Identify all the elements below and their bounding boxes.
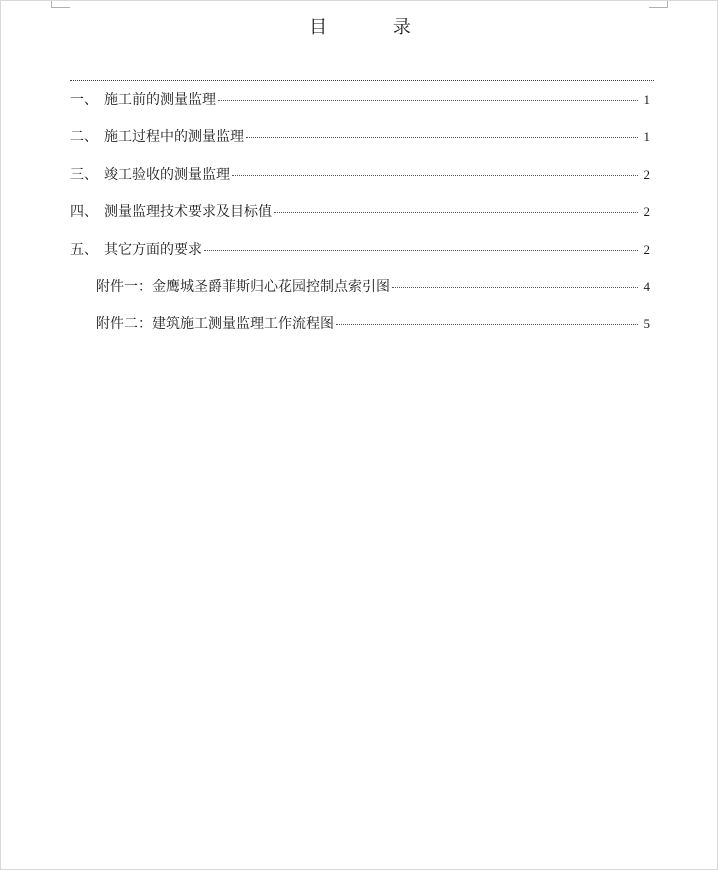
toc-entry-page: 2 [643, 166, 650, 182]
toc-leader [274, 212, 638, 213]
toc-entry-label: 施工过程中的测量监理 [104, 129, 244, 146]
toc-entry-page: 2 [643, 241, 650, 257]
toc-entry-label: 附件二：建筑施工测量监理工作流程图 [96, 316, 334, 333]
toc-entry-label: 附件一：金鹰城圣爵菲斯归心花园控制点索引图 [96, 278, 390, 295]
toc-entry-number: 二、 [70, 129, 98, 146]
toc-entry-page: 4 [643, 278, 650, 294]
toc-entry-label: 施工前的测量监理 [104, 92, 216, 108]
toc-leader [392, 287, 638, 288]
toc-leader [232, 175, 638, 176]
toc-entry[interactable] [70, 201, 650, 238]
toc-leader [336, 324, 638, 325]
toc-subentry[interactable] [70, 276, 650, 313]
toc-leader [204, 250, 638, 251]
toc-entry-label: 测量监理技术要求及目标值 [104, 204, 272, 221]
crop-mark-right [649, 1, 668, 8]
toc-subentry[interactable] [70, 313, 650, 350]
toc-entry-page: 1 [643, 129, 650, 145]
toc-leader [218, 100, 638, 101]
toc-entry-number: 四、 [70, 204, 98, 221]
toc-leader [246, 137, 638, 138]
toc-entry-page: 1 [643, 92, 650, 107]
toc-entry-page: 2 [643, 204, 650, 220]
toc-entry[interactable] [70, 89, 650, 126]
toc-entry[interactable] [70, 126, 650, 163]
table-of-contents [70, 89, 650, 351]
toc-entry-label: 其它方面的要求 [104, 241, 202, 258]
toc-entry[interactable] [70, 164, 650, 201]
toc-entry-page: 5 [643, 316, 650, 332]
toc-entry-number: 三、 [70, 166, 98, 183]
toc-entry-number: 五、 [70, 241, 98, 258]
toc-entry-number: 一、 [70, 92, 98, 108]
toc-divider [70, 80, 654, 81]
toc-entry-label: 竣工验收的测量监理 [104, 166, 230, 183]
toc-title: 目 录 [309, 17, 441, 38]
toc-entry[interactable] [70, 239, 650, 276]
crop-mark-left [51, 1, 70, 8]
